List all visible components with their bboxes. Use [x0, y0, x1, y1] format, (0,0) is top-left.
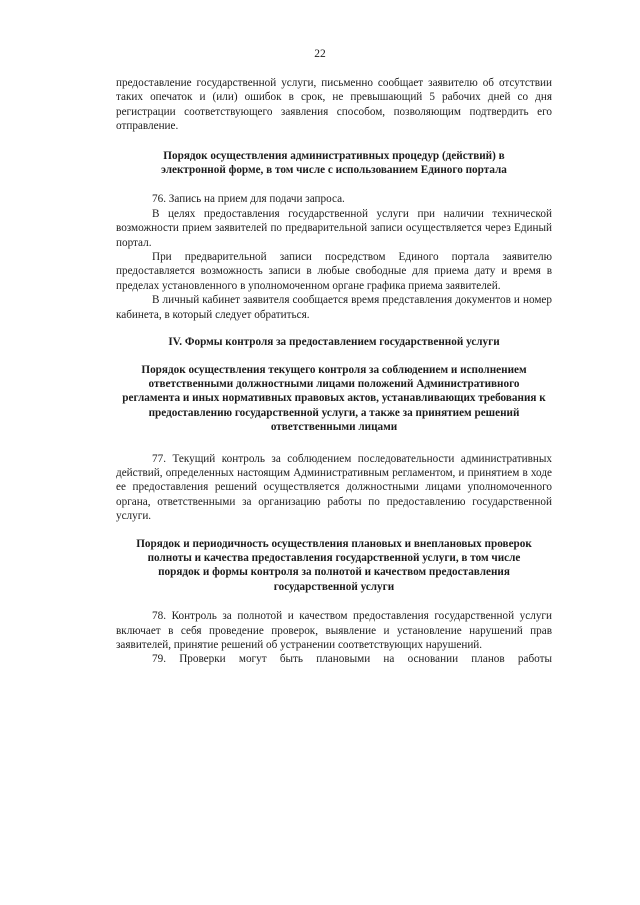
section-heading-electronic-procedures: Порядок осуществления административных процедур (действий) в электронной форме, в том числе с использованием Единого портала [161, 149, 507, 177]
page-number: 22 [314, 48, 326, 60]
chapter-heading-iv: IV. Формы контроля за предоставлением государственной услуги [168, 336, 500, 349]
paragraph-77: 77. Текущий контроль за соблюдением последовательности административных действий, определенных настоящим Административным регламентом, и принятием в ходе ее предоставления решений осуществляется должностными лицами уполномоченного органа, ответственными за организацию работы по предоставлению государственной услуги. [116, 452, 552, 523]
paragraph-76-preregistration: При предварительной записи посредством Единого портала заявителю предоставляется возможность записи в любые свободные для приема дату и время в пределах установленного в уполномоченном органе графика приема заявителей. [116, 251, 552, 292]
paragraph-76-purpose: В целях предоставления государственной услуги при наличии технической возможности прием заявителей по предварительной записи осуществляется через Единый портал. [116, 207, 552, 249]
section-heading-inspections: Порядок и периодичность осуществления плановых и внеплановых проверок полноты и качества предоставления государственной услуги, в том числе порядок и формы контроля за полнотой и качеством предоставления государственной услуги [136, 537, 532, 593]
paragraph-continuation: предоставление государственной услуги, письменно сообщает заявителю об отсутствии таких опечаток и (или) ошибок в срок, не превышающий 5 рабочих дней со дня регистрации соответствующего заявления способом, позволяющим подтвердить его отправление. [116, 77, 552, 133]
page-content [116, 76, 552, 667]
paragraph-76: 76. Запись на прием для подачи запроса. [152, 193, 345, 206]
paragraph-79: 79. Проверки могут быть плановыми на основании планов работы [152, 653, 552, 666]
paragraph-76-personal-account: В личный кабинет заявителя сообщается время представления документов и номер кабинета, в который следует обратиться. [116, 294, 552, 321]
paragraph-78: 78. Контроль за полнотой и качеством предоставления государственной услуги включает в себя проведение проверок, выявление и установление нарушений прав заявителей, принятие решений об устранении соответствующих нарушений. [116, 610, 552, 651]
section-heading-current-control: Порядок осуществления текущего контроля за соблюдением и исполнением ответственными должностными лицами положений Административного регламента и иных нормативных правовых актов, устанавливающих требования к предоставлению государственной услуги, а также за принятием решений ответственными лицами [122, 363, 546, 434]
